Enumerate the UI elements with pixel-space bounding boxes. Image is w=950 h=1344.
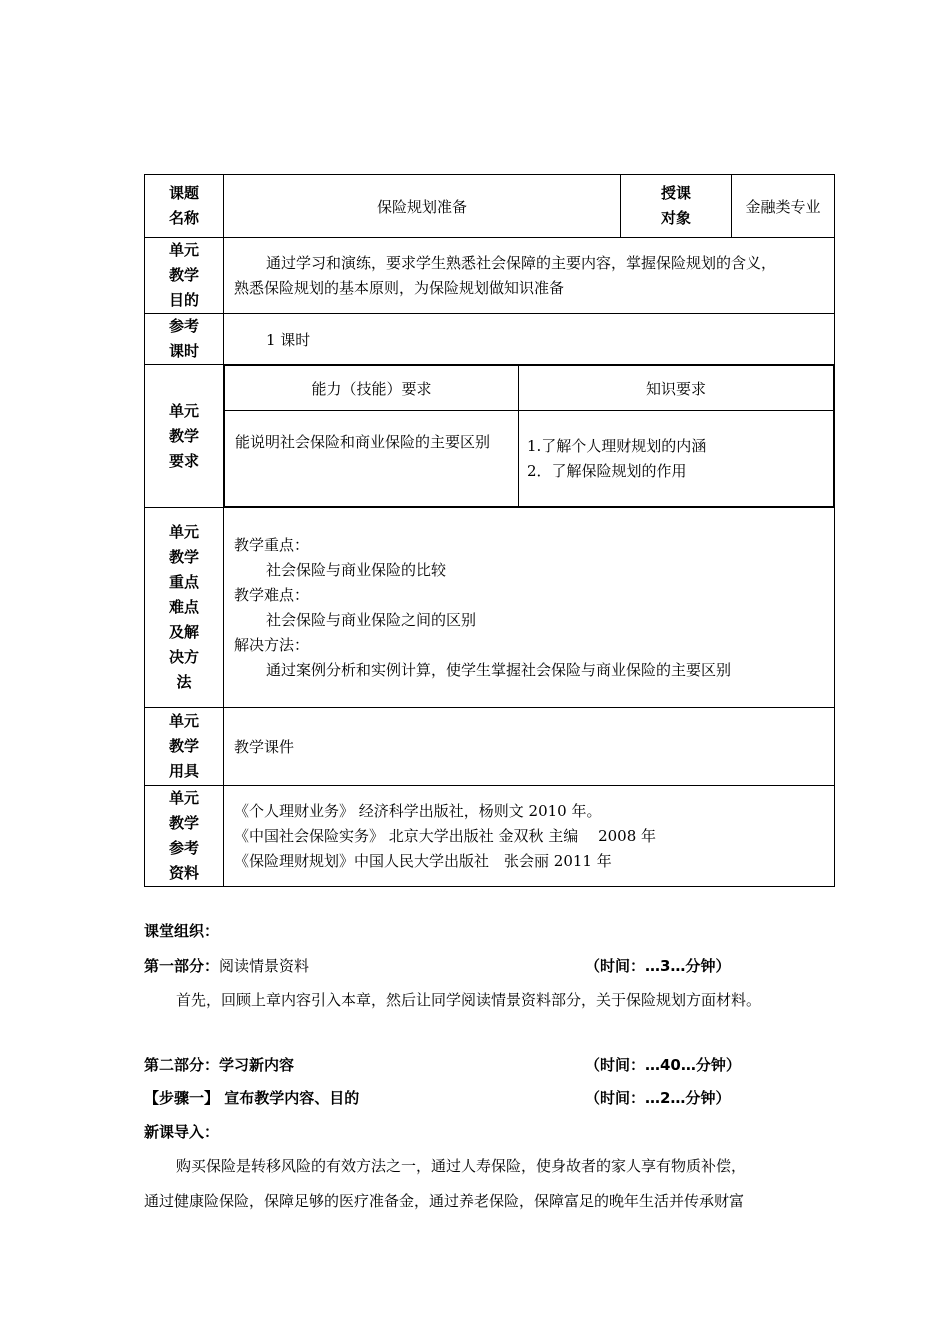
step1-time: （时间：…2…分钟） xyxy=(585,1089,731,1107)
knowledge-item-2: 2．了解保险规划的作用 xyxy=(527,461,687,480)
difficult-title: 教学难点： xyxy=(234,585,310,604)
objective-line-2: 熟悉保险规划的基本原则，为保险规划做知识准备 xyxy=(234,278,565,297)
requirements-cell xyxy=(224,365,835,508)
objective-text xyxy=(224,238,835,314)
intro-title: 新课导入： xyxy=(144,1123,220,1141)
row-objective xyxy=(145,238,835,314)
intro-line-1: 购买保险是转移风险的有效方法之一，通过人寿保险，使身故者的家人享有物质补偿， xyxy=(176,1157,747,1175)
method-text: 通过案例分析和实例计算，使学生掌握社会保险与商业保险的主要区别 xyxy=(266,660,732,679)
row-course-name xyxy=(145,175,835,238)
reference-1: 《个人理财业务》 经济科学出版社，杨则文 2010 年。 xyxy=(234,801,602,820)
row-requirements xyxy=(145,365,835,508)
tools: 教学课件 xyxy=(224,708,835,786)
part2-time: （时间：…40…分钟） xyxy=(585,1056,741,1074)
row-tools xyxy=(145,708,835,786)
lesson-plan-table xyxy=(144,174,835,887)
part1-text: 首先，回顾上章内容引入本章，然后让同学阅读情景资料部分，关于保险规划方面材料。 xyxy=(176,991,762,1009)
reference-2: 《中国社会保险实务》 北京大学出版社 金双秋 主编 2008 年 xyxy=(234,826,657,845)
objective-label: 单元教学目的 xyxy=(145,238,224,314)
part1-time: （时间：…3…分钟） xyxy=(585,957,731,975)
hours-value: 1 课时 xyxy=(266,330,311,349)
knowledge-list xyxy=(519,411,834,507)
ability-text: 能说明社会保险和商业保险的主要区别 xyxy=(225,411,519,507)
step1-title: 【步骤一】 宣布教学内容、目的 xyxy=(144,1089,360,1107)
course-name-label: 课题名称 xyxy=(145,175,224,238)
part1-label: 第一部分： xyxy=(144,957,220,975)
keypoints-text xyxy=(224,508,835,708)
intro-line-2: 通过健康险保险，保障足够的医疗准备金，通过养老保险，保障富足的晚年生活并传承财富 xyxy=(144,1192,745,1210)
key-title: 教学重点： xyxy=(234,535,310,554)
organization-heading: 课堂组织： xyxy=(144,922,220,940)
knowledge-header: 知识要求 xyxy=(519,366,834,411)
reference-3: 《保险理财规划》中国人民大学出版社 张会丽 2011 年 xyxy=(234,851,612,870)
method-title: 解决方法： xyxy=(234,635,310,654)
part2-title: 第二部分：学习新内容 xyxy=(144,1056,295,1074)
requirements-header-row xyxy=(225,366,834,411)
row-references xyxy=(145,786,835,887)
objective-line-1: 通过学习和演练，要求学生熟悉社会保障的主要内容，掌握保险规划的含义， xyxy=(266,253,777,272)
hours-label: 参考课时 xyxy=(145,314,224,365)
difficult-text: 社会保险与商业保险之间的区别 xyxy=(266,610,477,629)
audience: 金融类专业 xyxy=(732,175,835,238)
row-hours xyxy=(145,314,835,365)
references-label: 单元教学参考资料 xyxy=(145,786,224,887)
requirements-label: 单元教学要求 xyxy=(145,365,224,508)
key-text: 社会保险与商业保险的比较 xyxy=(266,560,447,579)
part1-title: 阅读情景资料 xyxy=(219,957,310,975)
requirements-content-row xyxy=(225,411,834,507)
tools-label: 单元教学用具 xyxy=(145,708,224,786)
audience-label: 授课对象 xyxy=(621,175,732,238)
row-keypoints xyxy=(145,508,835,708)
knowledge-item-1: 1.了解个人理财规划的内涵 xyxy=(527,436,707,455)
course-name: 保险规划准备 xyxy=(224,175,621,238)
ability-header: 能力（技能）要求 xyxy=(225,366,519,411)
references xyxy=(224,786,835,887)
part1-line xyxy=(144,955,309,976)
keypoints-label: 单元教学重点难点及解决方法 xyxy=(145,508,224,708)
requirements-table xyxy=(224,365,834,507)
hours xyxy=(224,314,835,365)
